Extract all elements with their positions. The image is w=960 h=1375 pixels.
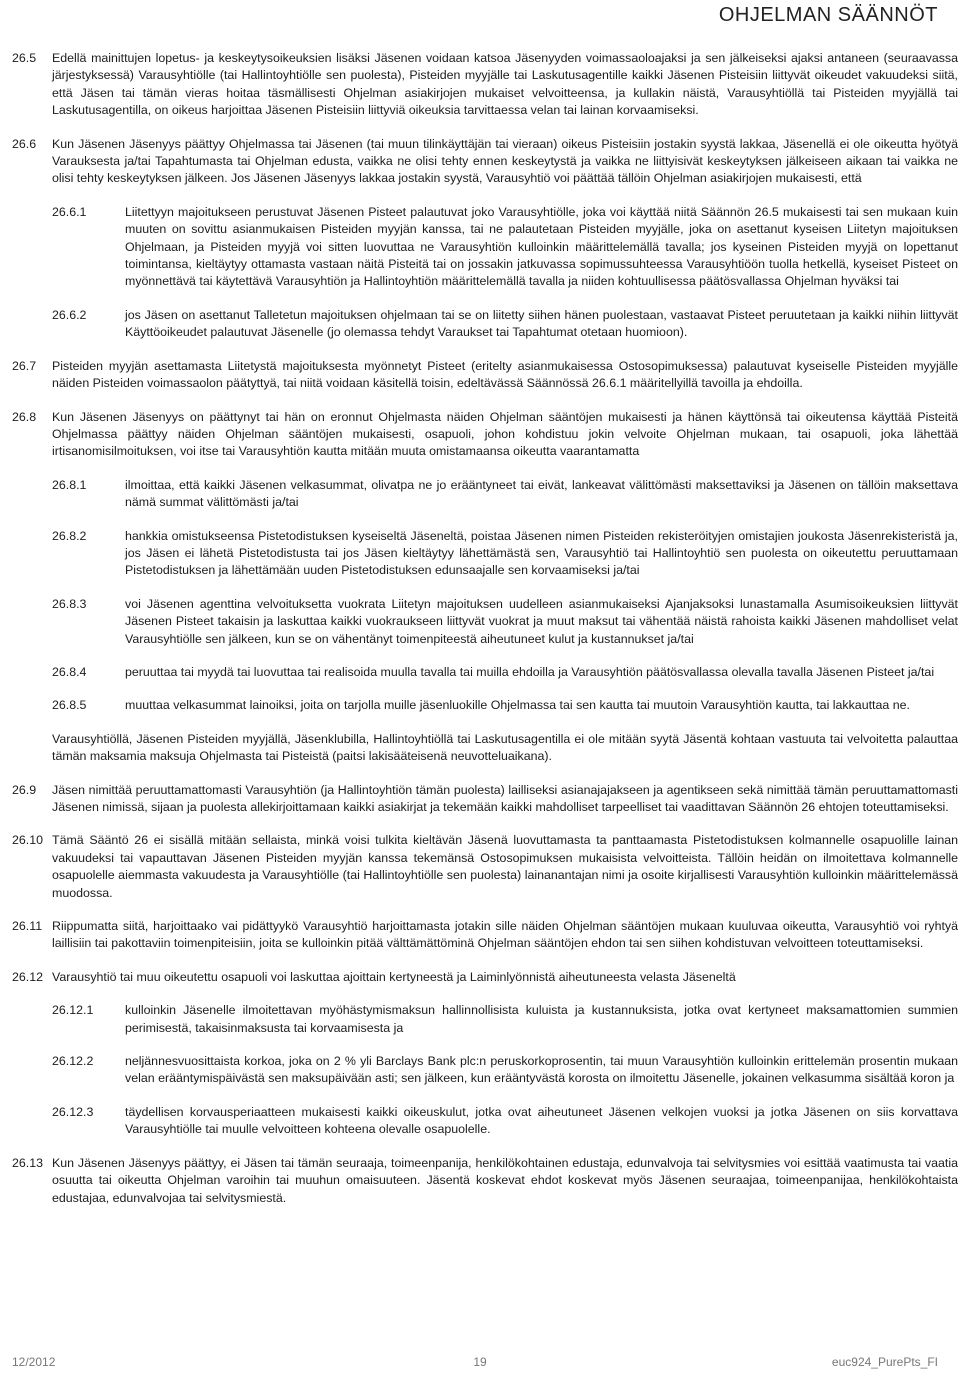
section-26-13: [12, 1155, 958, 1207]
document-body: [12, 50, 958, 1223]
subsection-26-6-1: [52, 204, 958, 291]
section-body: [52, 782, 958, 817]
section-number: 26.12: [12, 969, 44, 984]
section-body: [52, 136, 958, 342]
subsection-26-8-3: [52, 596, 958, 648]
subsection-number: 26.12.3: [52, 1104, 94, 1119]
subsection-number: 26.12.2: [52, 1054, 94, 1069]
section-body: [52, 358, 958, 393]
section-number: 26.13: [12, 1155, 44, 1170]
section-text: Jäsen nimittää peruuttamattomasti Varausyhtiön (ja Hallintoyhtiön tämän puolesta) lailliseksi asianajajakseen ja agentikseen sekä nimittää tämän peruuttamattomasti Jäsenen nimissä, sijaan ja puolesta allekirjoittamaan kaikki asiakirjat ja tekemään kaikki mahdolliset tarpeelliset tai vaadittavan Säännön 26 ehtojen toteuttamiseksi.: [52, 782, 958, 814]
section-26-9: [12, 782, 958, 817]
section-text: Kun Jäsenen Jäsenyys päättyy Ohjelmassa tai Jäsenen (tai muun tilinkäyttäjän tai vieraan) oikeus Pisteisiin jostakin syystä lakkaa, Jäsenellä ei ole oikeutta hyötyä Varauksesta ja/tai Tapahtumasta tai Ohjelman edusta, vaikka ne olisi tehty ennen keskeytystä ja vaikka ne liittyisivät keskeytyksen jälkeiseen aikaan tai vaikka ne olisi tehty keskeytyksen jälkeen. Jos Jäsenen Jäsenyys lakkaa jostakin syystä, Varausyhtiö voi päättää tällöin Ohjelman asiakirjojen mukaisesti, että: [52, 136, 958, 186]
section-closing-paragraph: Varausyhtiöllä, Jäsenen Pisteiden myyjällä, Jäsenklubilla, Hallintoyhtiöllä tai Laskutusagentilla ei ole mitään syytä Jäsentä kohtaan vastuuta tai velvoitetta palauttaa tämän maksamia maksuja Ohjelmasta tai Pisteistä (paitsi lakisääteisenä neuvotteluaikana).: [52, 731, 958, 764]
subsection-number: 26.8.2: [52, 528, 87, 543]
section-26-8: [12, 409, 958, 766]
section-body: [52, 832, 958, 902]
section-26-7: [12, 358, 958, 393]
subsection-26-6-2: [52, 307, 958, 342]
subsection-26-8-1: [52, 477, 958, 512]
section-text: Kun Jäsenen Jäsenyys on päättynyt tai hän on eronnut Ohjelmasta näiden Ohjelman sääntöjen mukaisesti ja hänen käyttönsä tai oikeutensa käyttää Pisteitä Ohjelmassa päättyy näiden Ohjelman sääntöjen mukaisesti, osapuoli, johon kohdistuu jokin velvoite Ohjelman mukaan, tai osapuoli, joka lähettää irtisanomisilmoituksen, voi itse tai Varausyhtiön kautta mitään muuta omistamaansa oikeutta vaarantamatta: [52, 409, 958, 459]
section-text: Varausyhtiö tai muu oikeutettu osapuoli voi laskuttaa ajoittain kertyneestä ja Laiminlyönnistä aiheutuneesta velasta Jäseneltä: [52, 969, 736, 984]
page-footer: [0, 1345, 960, 1375]
section-26-10: [12, 832, 958, 902]
section-26-5: [12, 50, 958, 120]
footer-document-code: euc924_PurePts_FI: [831, 1355, 938, 1369]
subsection-number: 26.8.1: [52, 477, 87, 492]
subsection-number: 26.8.4: [52, 664, 87, 679]
section-number: 26.7: [12, 358, 37, 373]
footer-date: 12/2012: [12, 1355, 56, 1369]
page-title: OHJELMAN SÄÄNNÖT: [718, 4, 938, 26]
section-number: 26.11: [12, 919, 43, 934]
section-number: 26.5: [12, 51, 37, 65]
section-26-11: [12, 918, 958, 953]
section-text: Kun Jäsenen Jäsenyys päättyy, ei Jäsen tai tämän seuraaja, toimeenpanija, henkilökohtainen edustaja, edunvalvoja tai selvitysmies voi esittää vaatimusta tai vaatia osuutta tai oikeutta Ohjelman varoihin tai muuhun omaisuuteen. Jäsentä koskevat ehdot koskevat myös Jäsenen seuraajaa, toimeenpanijaa, henkilökohtaista edustajaa, edunvalvojaa tai selvitysmiestä.: [52, 1155, 958, 1205]
subsection-number: 26.12.1: [52, 1003, 94, 1018]
subsection-text: jos Jäsen on asettanut Talletetun majoituksen ohjelmaan tai se on liitetty siihen hänen puolestaan, vastaavat Pisteet peruutetaan ja kaikki niihin liittyvät Käyttöoikeudet palautuvat Jäsenelle (jo olemassa tehdyt Varaukset tai Tapahtumat otetaan huomioon).: [125, 307, 958, 340]
subsection-number: 26.6.2: [52, 307, 87, 322]
section-body: [52, 969, 958, 1139]
subsection-text: täydellisen korvausperiaatteen mukaisesti kaikki oikeuskulut, jotka ovat aiheutuneet Jäsenen velkojen vuoksi ja jotka Jäsenen on siis korvattava Varausyhtiölle tai muulle velvoitteen kohteena olevalle osapuolelle.: [125, 1104, 958, 1137]
subsection-number: 26.6.1: [52, 204, 87, 219]
subsection-text: Liitettyyn majoitukseen perustuvat Jäsenen Pisteet palautuvat joko Varausyhtiölle, joka voi käyttää niitä Säännön 26.5 mukaisesti tai sen mukaan kuin muuten on sovittu asianmukaisen Pisteiden myyjän kanssa, tai ne palautetaan Pisteiden myyjälle, joka on asettanut kyseisen Liitetyn majoituksen Ohjelmaan, ja Pisteiden myyjä voi sitten luovuttaa ne Varausyhtiön kulloinkin määrittelemällä tavalla; jos kyseinen Pisteiden myyjä on lopettanut toimintansa, kieltäytyy ottamasta vastaan näitä Pisteitä tai on jossakin jatkuvassa sopimussuhteessa Varausyhtiöön tuolla hetkellä, kyseiset Pisteet on myönnettävä tai käytettävä Varausyhtiön ja Hallintoyhtiön määrittelemällä tavalla ja niiden kohtuullisessa päätösvallassa Ohjelman hyväksi tai: [125, 204, 958, 289]
subsection-26-8-5: [52, 697, 958, 714]
subsection-text: ilmoittaa, että kaikki Jäsenen velkasummat, olivatpa ne jo erääntyneet tai eivät, lankeavat välittömästi maksettaviksi ja Jäsenen on tällöin maksettava nämä summat välittömästi ja/tai: [125, 477, 958, 510]
subsection-26-12-1: [52, 1002, 958, 1037]
section-text: Tämä Sääntö 26 ei sisällä mitään sellaista, minkä voisi tulkita kieltävän Jäsenä luovuttamasta ta panttaamasta Pistetodistuksen kolmannelle osapuolille lainan vakuudeksi tai vapauttavan Jäsenen Pisteiden myyjän kanssa tekemänsä Ostosopimuksen mukaisista velvoitteista. Tällöin heidän on ilmoitettava kolmannelle osapuolelle aiemmasta vakuudesta ja Varausyhtiölle (tai Hallintoyhtiölle sen puolesta) lainanantajan nimi ja osoite kirjallisesti Varausyhtiön kulloinkin määrittelemässä muodossa.: [52, 833, 958, 900]
section-number: 26.10: [12, 833, 44, 848]
section-26-12: [12, 969, 958, 1139]
subsection-26-8-4: [52, 664, 958, 681]
section-text: Pisteiden myyjän asettamasta Liitetystä majoituksesta myönnetyt Pisteet (eritelty asianmukaisessa Ostosopimuksessa) palautuvat kyseiselle Pisteiden myyjälle näiden Pisteiden voimassaolon päätyttyä, tai niitä voidaan käsitellä toisin, edeltävässä Säännössä 26.6.1 määritellyillä tavoilla ja ehdoilla.: [52, 358, 958, 391]
section-number: 26.9: [12, 782, 37, 797]
subsection-text: voi Jäsenen agenttina velvoituksetta vuokrata Liitetyn majoituksen uudelleen asianmukaiseksi Ajanjaksoksi lunastamalla Asumisoikeuksien liittyvät Jäsenen Pisteet takaisin ja laskuttaa kaikki vuokraukseen liittyvät vuokrat ja muut maksut tai vähentää näistä rahoista kaikki Jäsenen mahdolliset velat Varausyhtiölle sen jälkeen, kun se on vähentänyt toimenpiteestä aiheutuneet kulut ja kustannukset ja/tai: [125, 596, 958, 646]
subsection-26-12-2: [52, 1053, 958, 1088]
section-body: [52, 1155, 958, 1207]
section-body: [52, 50, 958, 120]
subsection-number: 26.8.5: [52, 698, 87, 713]
section-text: Riippumatta siitä, harjoittaako vai pidättyykö Varausyhtiö harjoittamasta jotakin sille näiden Ohjelman sääntöjen mukaan kuuluvaa oikeutta, Varausyhtiö voi ryhtyä laillisiin tai pakottaviin toimenpiteisiin, joita se kulloinkin pitää välttämättöminä Ohjelman sääntöjen ehdon tai sen siihen kohdistuvan velvoitteen toteuttamiseksi.: [52, 919, 958, 951]
subsection-text: hankkia omistukseensa Pistetodistuksen kyseiseltä Jäseneltä, poistaa Jäsenen nimen Pisteiden rekisteröityjen omistajien joukosta Jäsenrekisteristä ja, jos Jäsen ei lähetä Pistetodistusta tai jos Jäsen kieltäytyy lähettämästä sen, Varausyhtiö tai Hallintoyhtiö sen puolesta on oikeutettu peruuttamaan Pistetodistuksen ja lähettämään uuden Pistetodistuksen edunsaajalle sen korvaamiseksi ja/tai: [125, 528, 958, 578]
subsection-text: peruuttaa tai myydä tai luovuttaa tai realisoida muulla tavalla tai muilla ehdoilla ja Varausyhtiön päätösvallassa olevalla tavalla Jäsenen Pisteet ja/tai: [125, 664, 935, 679]
subsection-text: neljännesvuosittaista korkoa, joka on 2 % yli Barclays Bank plc:n peruskorkoprosentin, tai muun Varausyhtiön kulloinkin erittelemän prosentin mukaan velan erääntymispäivästä sen maksupäivään asti; sen jälkeen, kun erääntyvästä korosta on ilmoitettu Jäsenelle, jokainen velkasumma sisältää koron ja: [125, 1054, 958, 1086]
section-26-6: [12, 136, 958, 342]
section-body: [52, 409, 958, 766]
subsection-text: kulloinkin Jäsenelle ilmoitettavan myöhästymismaksun hallinnollisista kuluista ja kustannuksista, jotka ovat kertyneet maksamattomien summien perimisestä, takaisinmaksusta tai korvaamisesta ja: [125, 1003, 958, 1035]
section-number: 26.8: [12, 409, 37, 424]
footer-page-number: 19: [473, 1355, 487, 1369]
section-text: Edellä mainittujen lopetus- ja keskeytysoikeuksien lisäksi Jäsenen voidaan katsoa Jäsenyyden voimassaoloajaksi ja sen jälkeiseksi ajaksi antaneen (seuraavassa järjestyksessä) Varausyhtiölle (tai Hallintoyhtiölle sen puolesta), Pisteiden myyjälle tai Laskutusagentille kaikki Jäsenen Pisteisiin liittyvät oikeudet vakuudeksi siitä, että Jäsen tai tämän vieras hoitaa täsmällisesti Ohjelman asiakirjojen mukaiset velvoitteensa, ja kullakin näistä, Varausyhtiöllä tai Pisteiden myyjällä tai Laskutusagentilla, on oikeus harjoittaa Jäsenen Pisteisiin liittyviä oikeuksia tarvittaessa velan tai lainan korvaamiseksi.: [52, 51, 958, 118]
subsection-26-12-3: [52, 1104, 958, 1139]
section-number: 26.6: [12, 136, 37, 151]
subsection-text: muuttaa velkasummat lainoiksi, joita on tarjolla muille jäsenluokille Ohjelmassa tai sen kautta tai muutoin Varausyhtiön kautta, tai lakkauttaa ne.: [125, 698, 910, 713]
section-body: [52, 918, 958, 953]
subsection-26-8-2: [52, 528, 958, 580]
subsection-number: 26.8.3: [52, 596, 87, 611]
